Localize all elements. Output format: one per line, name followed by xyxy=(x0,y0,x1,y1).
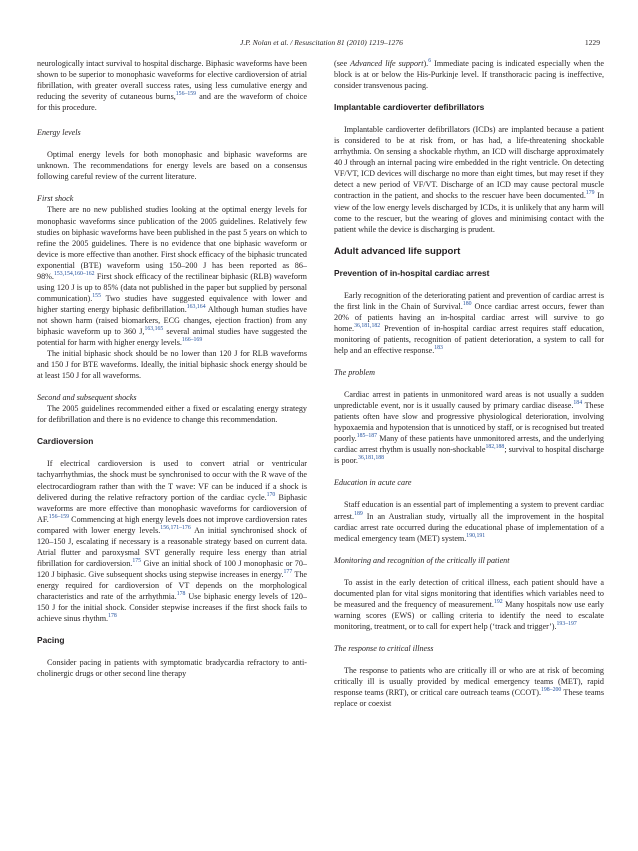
running-head: J.P. Nolan et al. / Resuscitation 81 (2010) 1219–1276 xyxy=(240,38,403,47)
citation[interactable]: 192 xyxy=(493,598,503,605)
cross-reference[interactable]: Advanced life support xyxy=(350,59,424,68)
paragraph xyxy=(334,389,604,466)
text-run: First shock efficacy of the rectilinear biphasic (RLB) waveform using 120 J is up to 85% (data not published in the paper but supplied by personal communication). xyxy=(37,271,307,303)
paragraph xyxy=(334,665,604,709)
text-run: Many hospitals now use early warning scores (EWS) or calling criteria to identify the need to escalate monitoring, treatment, or to call for expert help (‘track and trigger’). xyxy=(334,599,604,631)
paragraph: The initial biphasic shock should be no lower than 120 J for RLB waveforms and 150 J for BTE waveforms. Ideally, the initial biphasic shock energy should be at least 150 J for all waveforms. xyxy=(37,349,307,381)
text-run: ; survival to hospital discharge is poor. xyxy=(334,445,604,466)
page-number: 1229 xyxy=(584,38,600,47)
citation[interactable]: 163,165 xyxy=(144,325,164,332)
citation[interactable]: 182,188 xyxy=(485,444,505,451)
citation[interactable]: 36,181,188 xyxy=(357,455,385,462)
citation[interactable]: 189 xyxy=(354,510,363,517)
text-run: To assist in the early detection of critical illness, each patient should have a documented plan for vital signs monitoring that identifies which variables need to be measured and the frequency of measurement. xyxy=(334,577,604,609)
text-run: Biphasic waveforms are more effective than monophasic waveforms for cardioversion of AF. xyxy=(37,492,307,524)
text-run: Implantable cardioverter defibrillators (ICDs) are implanted because a patient is considered to be at risk from, or has had, a life-threatening shockable arrhythmia. On sensing a shockable rhythm, an ICD will discharge approximately 40 J through an internal pacing wire embedded in the right ventricle. On detecting VF/VT, ICD devices will discharge no more than eight times, but may reset if they detect a new period of VF/VT. Discharge of an ICD may cause pectoral muscle contraction in the patient, and shocks to the rescuer have been documented. xyxy=(334,125,604,201)
text-run: and are the waveform of choice for this procedure. xyxy=(37,92,307,113)
citation[interactable]: 166–169 xyxy=(181,337,203,344)
subsection-heading: The problem xyxy=(334,368,375,378)
subsection-heading: First shock xyxy=(37,194,74,204)
citation[interactable]: 185–187 xyxy=(356,433,378,440)
citation[interactable]: 178 xyxy=(176,590,186,597)
paragraph xyxy=(334,577,604,632)
citation[interactable]: 180 xyxy=(462,300,472,307)
text-run: Immediate pacing is indicated especially when the block is at or below the His-Purkinje level. If transthoracic pacing is ineffective, consider transvenous pacing. xyxy=(334,59,604,91)
text-run: Prevention of in-hospital cardiac arrest requires staff education, monitoring of patients, recognition of patient deterioration, a system to call for help and an effective response. xyxy=(334,323,604,355)
citation[interactable]: 178 xyxy=(108,613,117,620)
text-run: Cardiac arrest in patients in unmonitored ward areas is not usually a sudden unpredictable event, nor is it usually caused by primary cardiac disease. xyxy=(334,390,604,411)
text-run: Staff education is an essential part of implementing a system to prevent cardiac arrest. xyxy=(334,500,604,521)
citation[interactable]: 193–197 xyxy=(556,620,577,627)
text-run: There are no new published studies looking at the optimal energy levels for monophasic waveforms since publication of the 2005 guidelines. Relatively few studies on biphasic waveforms have been published in the past 5 years on which to refine the 2005 guidelines. There is no evidence that one biphasic waveform or device is more effective than another. First shock efficacy of the biphasic truncated exponential (BTE) waveform using 150–200 J has been reported as 86–98%. xyxy=(37,205,307,281)
citation[interactable]: 6 xyxy=(428,58,432,64)
citation[interactable]: 155 xyxy=(92,292,101,299)
citation[interactable]: 198–200 xyxy=(540,687,562,694)
text-run: Give an initial shock of 100 J monophasic or 70–120 J biphasic. Give subsequent shocks using stepwise increases in energy. xyxy=(37,558,307,579)
text-run: If electrical cardioversion is used to convert atrial or ventricular tachyarrhythmias, the shock must be synchronised to occur with the R wave of the electrocardiogram rather than with the T wave: VF can be induced if a shock is delivered during the relative refractory portion of the cardiac cycle. xyxy=(37,459,307,502)
paragraph xyxy=(334,499,604,543)
text-run: Two studies have suggested equivalence with lower and higher starting energy biphasic defibrillation. xyxy=(37,293,307,314)
text-run: In an Australian study, virtually all the improvement in the hospital cardiac arrest rate occurred during the educational phase of implementation of a medical emergency team (MET) system. xyxy=(334,511,604,543)
citation[interactable]: 177 xyxy=(283,568,293,575)
citation[interactable]: 156–159 xyxy=(175,91,197,98)
subsection-heading: Energy levels xyxy=(37,128,81,138)
paragraph xyxy=(334,58,604,91)
text-run: (see xyxy=(334,59,351,68)
text-run: These patients often have slow and progressive physiological deterioration, involving hypoxaemia and hypotension that is unnoticed by staff, or is recognised but treated poorly. xyxy=(334,401,604,444)
right-column xyxy=(334,58,604,709)
paragraph: Consider pacing in patients with symptomatic bradycardia refractory to anti-cholinergic drugs or other second line therapy xyxy=(37,658,307,679)
text-run: The energy required for cardioversion of VT depends on the morphological characteristics and rate of the arrhythmia. xyxy=(37,569,307,601)
text-run: These teams replace or coexist xyxy=(334,688,604,709)
text-run: Commencing at high energy levels does not improve cardioversion rates compared with lower energy levels. xyxy=(37,514,307,535)
paragraph xyxy=(37,204,307,348)
section-heading: Prevention of in-hospital cardiac arrest xyxy=(334,267,490,278)
text-run: Many of these patients have unmonitored arrests, and the underlying cardiac arrest rhythm is usually non-shockable xyxy=(334,434,604,455)
paragraph: Optimal energy levels for both monophasic and biphasic waveforms are unknown. The recommendations for energy levels are based on a consensus following careful review of the current literature. xyxy=(37,150,307,182)
page-header xyxy=(0,38,638,50)
paragraph: The 2005 guidelines recommended either a fixed or escalating energy strategy for defibrillation and there is no evidence to change this recommendation. xyxy=(37,404,307,425)
text-run: Early recognition of the deteriorating patient and prevention of cardiac arrest is the first link in the Chain of Survival. xyxy=(334,290,604,311)
left-column xyxy=(37,58,307,679)
paragraph xyxy=(37,58,307,113)
citation[interactable]: 179 xyxy=(585,190,595,197)
text-run: The response to patients who are critically ill or who are at risk of becoming critically ill is usually provided by medical emergency teams (MET), rapid response teams (RRT), or critical care outreach teams (CCOT). xyxy=(334,665,604,698)
text-run: An initial synchronised shock of 120–150 J, escalating if necessary is a reasonable strategy based on current data. Atrial flutter and paroxysmal SVT generally require less energy than atrial fibrillation for cardioversion. xyxy=(37,525,307,568)
major-section-heading: Adult advanced life support xyxy=(334,245,461,257)
subsection-heading: Second and subsequent shocks xyxy=(37,393,137,403)
citation[interactable]: 184 xyxy=(573,400,583,407)
section-heading: Pacing xyxy=(37,635,65,646)
citation[interactable]: 36,181,182 xyxy=(354,322,381,329)
text-run: several animal studies have suggested the potential for harm with higher energy levels. xyxy=(37,326,307,348)
citation[interactable]: 156–159 xyxy=(48,513,70,520)
citation[interactable]: 163,164 xyxy=(186,303,206,310)
citation[interactable]: 175 xyxy=(132,557,142,564)
subsection-heading: The response to critical illness xyxy=(334,643,434,653)
text-run: Use biphasic energy levels of 120–150 J for the initial shock. Consider stepwise increases if the first shock fails to achieve sinus rhythm. xyxy=(37,591,307,624)
citation[interactable]: 156,171–176 xyxy=(160,524,191,531)
text-run: neurologically intact survival to hospital discharge. Biphasic waveforms have been shown to be superior to monophasic waveforms for elective cardioversion of atrial fibrillation, with greater overall success rates, using less cumulative energy and reducing the severity of cutaneous burns, xyxy=(37,59,307,102)
section-heading: Implantable cardioverter defibrillators xyxy=(334,102,485,113)
section-heading: Cardioversion xyxy=(37,436,94,447)
text-run: Once cardiac arrest occurs, fewer than 20% of patients having an in-hospital cardiac arrest will survive to go home. xyxy=(334,301,605,333)
paragraph xyxy=(334,290,604,356)
subsection-heading: Education in acute care xyxy=(334,478,412,488)
paragraph xyxy=(334,124,604,234)
text-run: ). xyxy=(423,59,429,68)
citation[interactable]: 170 xyxy=(266,491,276,498)
text-run: In view of the low energy levels discharged by ICDs, it is unlikely that any harm will come to the rescuer, but the wearing of gloves and minimising contact with the patient while the device is discharging is prudent. xyxy=(334,191,604,234)
text-run: Although human studies have not shown harm (raised biomarkers, ECG changes, ejection fraction) from any biphasic waveform up to 360 J, xyxy=(37,304,307,336)
subsection-heading: Monitoring and recognition of the critically ill patient xyxy=(334,555,510,565)
citation[interactable]: 153,154,160–162 xyxy=(53,270,95,277)
citation[interactable]: 190,191 xyxy=(466,532,486,539)
paragraph xyxy=(37,458,307,624)
citation[interactable]: 183 xyxy=(434,344,443,351)
